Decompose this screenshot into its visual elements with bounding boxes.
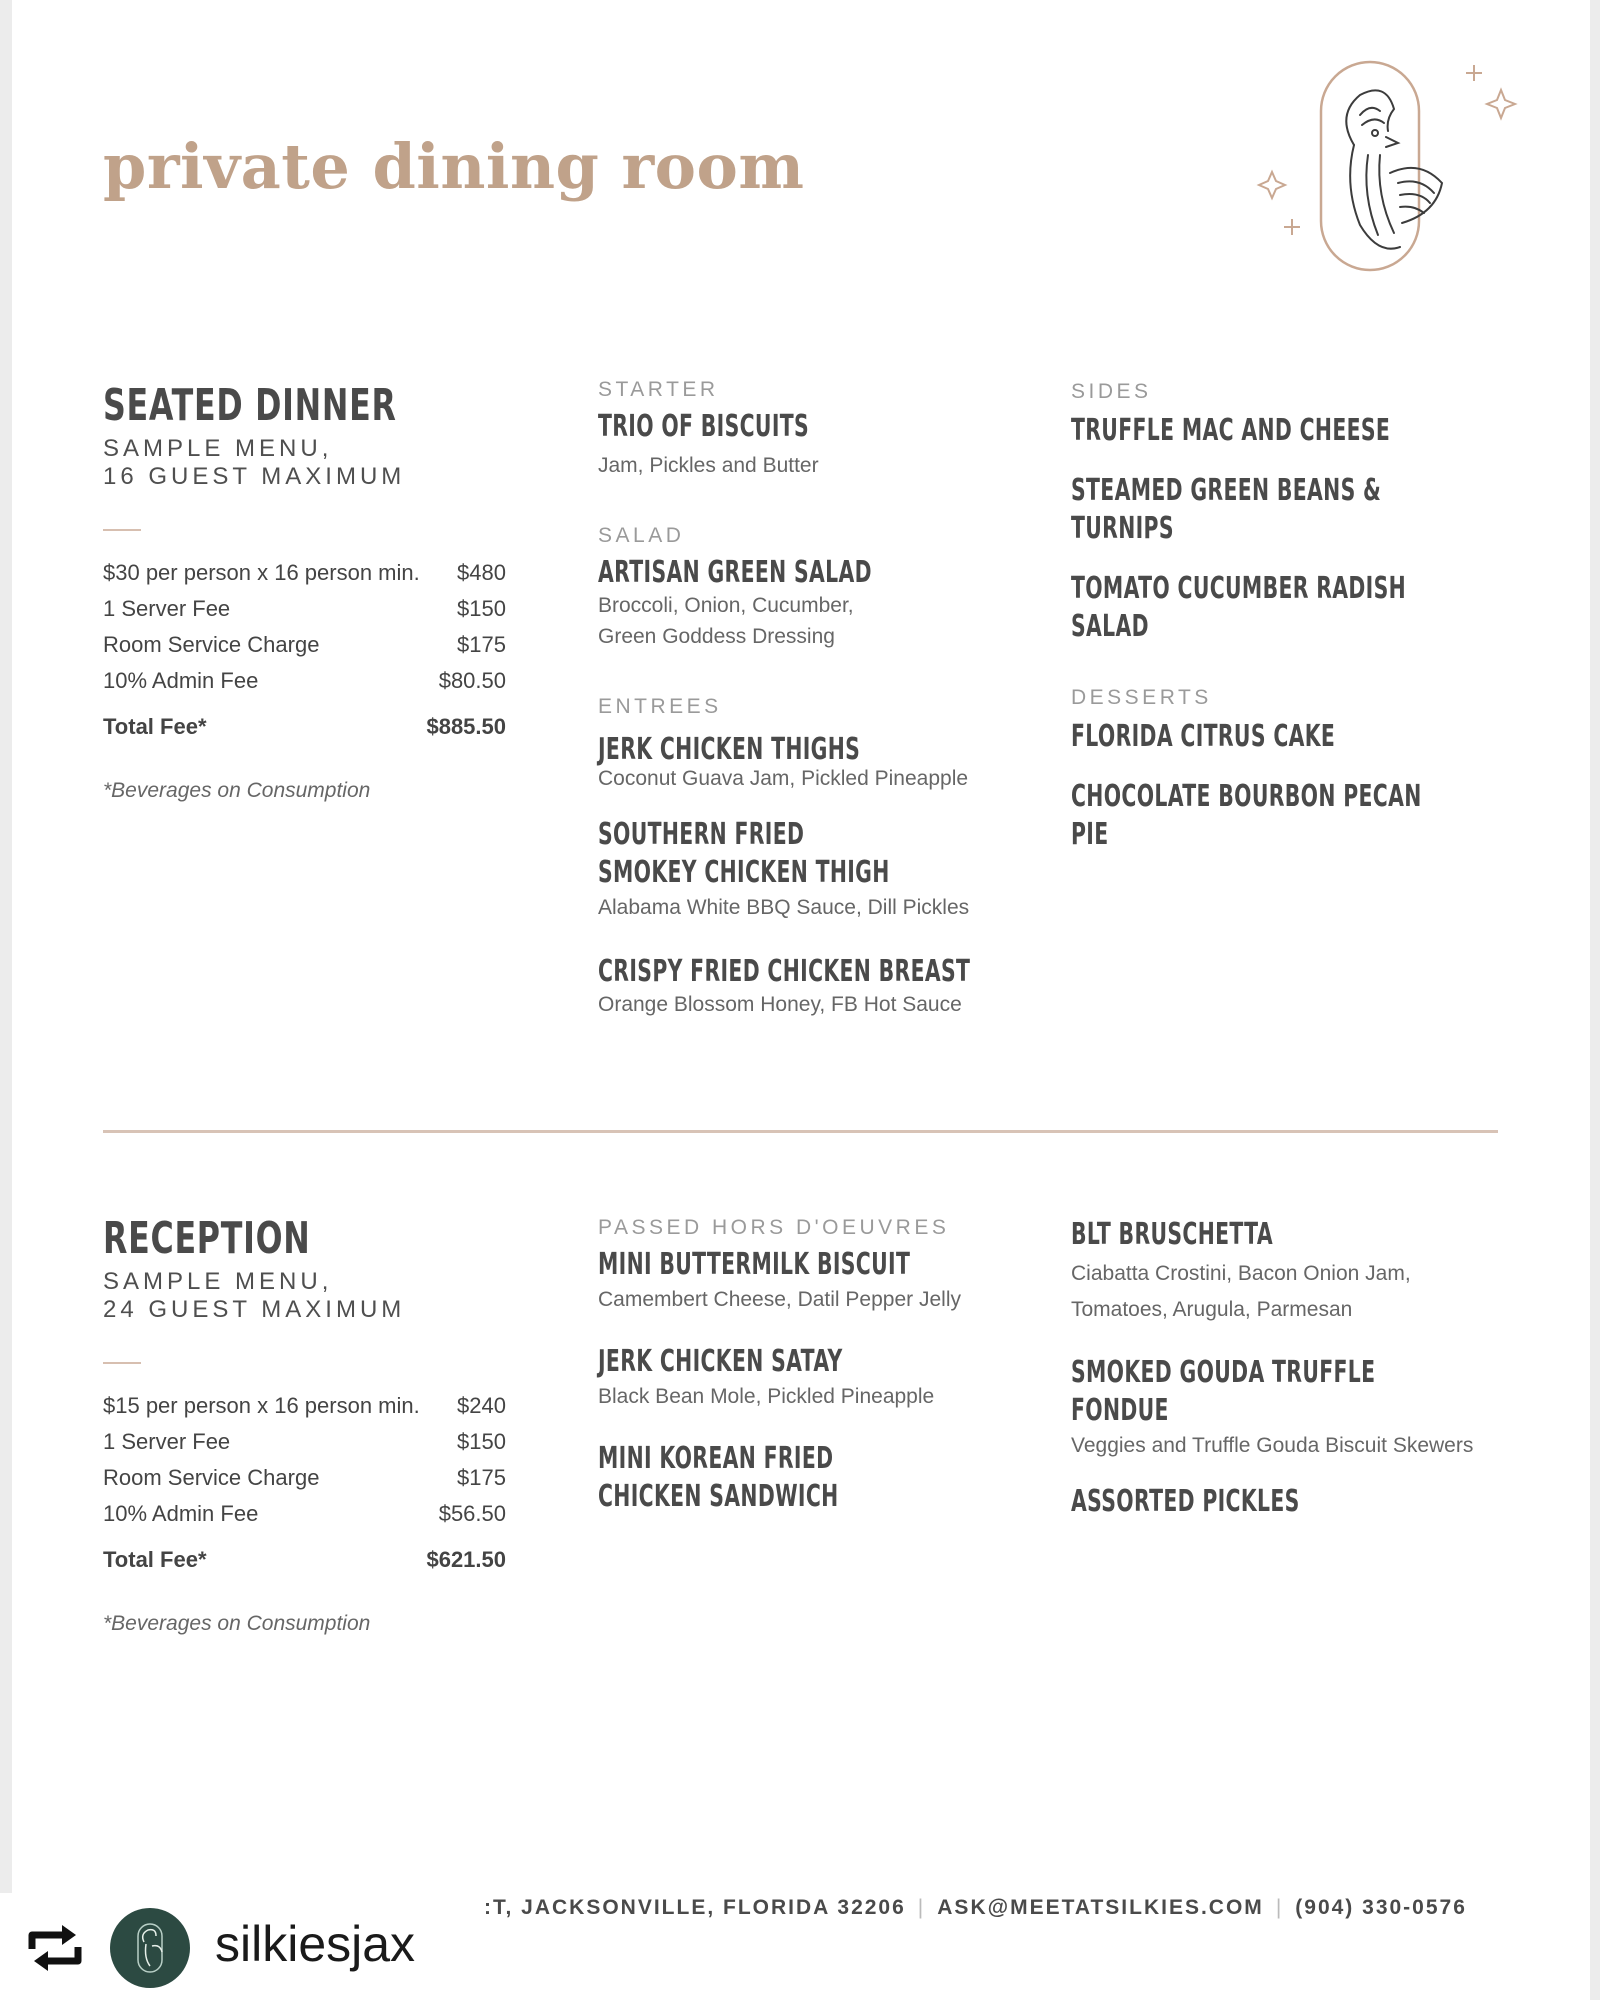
footer-separator: |: [1275, 1896, 1284, 1919]
fee-row: [103, 591, 506, 627]
dish-description: Orange Blossom Honey, FB Hot Sauce: [598, 993, 962, 1016]
fee-label: Room Service Charge: [103, 632, 320, 657]
fee-row: [103, 627, 506, 663]
fee-amount: $240: [457, 1393, 506, 1418]
reception-subtitle-line1: SAMPLE MENU,: [103, 1268, 333, 1295]
seated-dinner-menu-right: [1071, 380, 1501, 854]
fee-label: 1 Server Fee: [103, 596, 231, 621]
fee-row: [103, 1496, 506, 1532]
instagram-handle[interactable]: silkiesjax: [215, 1916, 416, 1972]
seated-subtitle-line2: 16 GUEST MAXIMUM: [103, 463, 406, 490]
total-label: Total Fee*: [103, 1547, 207, 1572]
short-rule: [103, 1362, 141, 1364]
short-rule: [103, 529, 141, 531]
beverages-note: *Beverages on Consumption: [103, 779, 371, 802]
fee-row: [103, 663, 506, 699]
seated-dinner-subtitle: [103, 435, 513, 491]
total-fee-row: [103, 709, 506, 745]
page-title: private dining room: [103, 130, 805, 203]
total-label: Total Fee*: [103, 714, 207, 739]
total-amount: $885.50: [426, 714, 506, 739]
category-label-starter: STARTER: [598, 378, 719, 401]
footer-email[interactable]: ASK@MEETATSILKIES.COM: [937, 1896, 1264, 1919]
fee-amount: $175: [457, 632, 506, 657]
fee-row: [103, 1460, 506, 1496]
beverages-note: *Beverages on Consumption: [103, 1612, 371, 1635]
silkie-avatar-icon: [110, 1908, 190, 1988]
fee-label: Room Service Charge: [103, 1465, 320, 1490]
category-label-entrees: ENTREES: [598, 695, 722, 718]
dish-name: JERK CHICKEN SATAY: [598, 1344, 843, 1379]
fee-label: 1 Server Fee: [103, 1429, 231, 1454]
dish-name: JERK CHICKEN THIGHS: [598, 732, 861, 767]
dish-description: Broccoli, Onion, Cucumber, Green Goddess Dressing: [598, 594, 854, 648]
dish-description: Coconut Guava Jam, Pickled Pineapple: [598, 767, 969, 790]
fee-row: [103, 1388, 506, 1424]
reception-menu-right: [1071, 1216, 1511, 1521]
avatar[interactable]: [110, 1908, 190, 1988]
side-item: TRUFFLE MAC AND CHEESE: [1071, 413, 1391, 448]
instagram-repost-bar: [0, 1893, 470, 2000]
reception-summary: [103, 1213, 513, 1636]
reception-subtitle-line2: 24 GUEST MAXIMUM: [103, 1296, 406, 1323]
reception-subtitle: [103, 1268, 513, 1324]
dessert-item: FLORIDA CITRUS CAKE: [1071, 719, 1336, 754]
seated-fee-list: [103, 555, 513, 745]
dish-name: CRISPY FRIED CHICKEN BREAST: [598, 954, 971, 989]
page-edge-left: [0, 0, 12, 2000]
dessert-item: CHOCOLATE BOURBON PECAN PIE: [1071, 779, 1422, 852]
dish-name: MINI KOREAN FRIED CHICKEN SANDWICH: [598, 1441, 839, 1514]
dish-description: Black Bean Mole, Pickled Pineapple: [598, 1385, 935, 1408]
fee-row: [103, 555, 506, 591]
section-divider: [103, 1130, 1498, 1133]
total-amount: $621.50: [426, 1547, 506, 1572]
dish-name: TRIO OF BISCUITS: [598, 409, 810, 444]
reception-menu-middle: [598, 1216, 1018, 1516]
fee-row: [103, 1424, 506, 1460]
footer-phone[interactable]: (904) 330-0576: [1295, 1896, 1467, 1919]
dish-description: Camembert Cheese, Datil Pepper Jelly: [598, 1288, 961, 1311]
dish-name: MINI BUTTERMILK BISCUIT: [598, 1247, 911, 1282]
dish-name: BLT BRUSCHETTA: [1071, 1217, 1273, 1252]
category-label-passed: PASSED HORS D'OEUVRES: [598, 1216, 950, 1239]
category-label-salad: SALAD: [598, 524, 685, 547]
fee-amount: $150: [457, 1429, 506, 1454]
fee-amount: $175: [457, 1465, 506, 1490]
page-edge-right: [1590, 0, 1600, 2000]
dish-name: ARTISAN GREEN SALAD: [598, 555, 872, 590]
fee-label: $30 per person x 16 person min.: [103, 560, 420, 585]
category-label-sides: SIDES: [1071, 380, 1152, 403]
dish-name: ASSORTED PICKLES: [1071, 1484, 1300, 1519]
reception-title: RECEPTION: [103, 1213, 311, 1264]
fee-label: $15 per person x 16 person min.: [103, 1393, 420, 1418]
dish-name: SMOKED GOUDA TRUFFLE FONDUE: [1071, 1355, 1376, 1428]
side-item: TOMATO CUCUMBER RADISH SALAD: [1071, 571, 1407, 644]
dish-description: Alabama White BBQ Sauce, Dill Pickles: [598, 896, 970, 919]
side-item: STEAMED GREEN BEANS & TURNIPS: [1071, 473, 1382, 546]
dish-description: Jam, Pickles and Butter: [598, 454, 819, 477]
category-label-desserts: DESSERTS: [1071, 686, 1212, 709]
footer-separator: |: [917, 1896, 926, 1919]
seated-subtitle-line1: SAMPLE MENU,: [103, 435, 333, 462]
seated-dinner-title: SEATED DINNER: [103, 380, 397, 431]
repost-icon[interactable]: [24, 1923, 86, 1973]
silkie-chicken-logo: [1250, 55, 1525, 275]
fee-amount: $480: [457, 560, 506, 585]
fee-amount: $150: [457, 596, 506, 621]
fee-label: 10% Admin Fee: [103, 1501, 259, 1526]
total-fee-row: [103, 1542, 506, 1578]
dish-description: Ciabatta Crostini, Bacon Onion Jam, Tomatoes, Arugula, Parmesan: [1071, 1262, 1411, 1321]
seated-dinner-menu-middle: [598, 378, 998, 1020]
dish-name: SOUTHERN FRIED SMOKEY CHICKEN THIGH: [598, 817, 890, 890]
footer-address: :T, JACKSONVILLE, FLORIDA 32206: [484, 1896, 906, 1919]
seated-dinner-summary: [103, 380, 513, 803]
fee-label: 10% Admin Fee: [103, 668, 259, 693]
footer-contact: [484, 1896, 1467, 1920]
fee-amount: $80.50: [438, 668, 506, 693]
dish-description: Veggies and Truffle Gouda Biscuit Skewers: [1071, 1434, 1474, 1457]
reception-fee-list: [103, 1388, 513, 1578]
fee-amount: $56.50: [438, 1501, 506, 1526]
